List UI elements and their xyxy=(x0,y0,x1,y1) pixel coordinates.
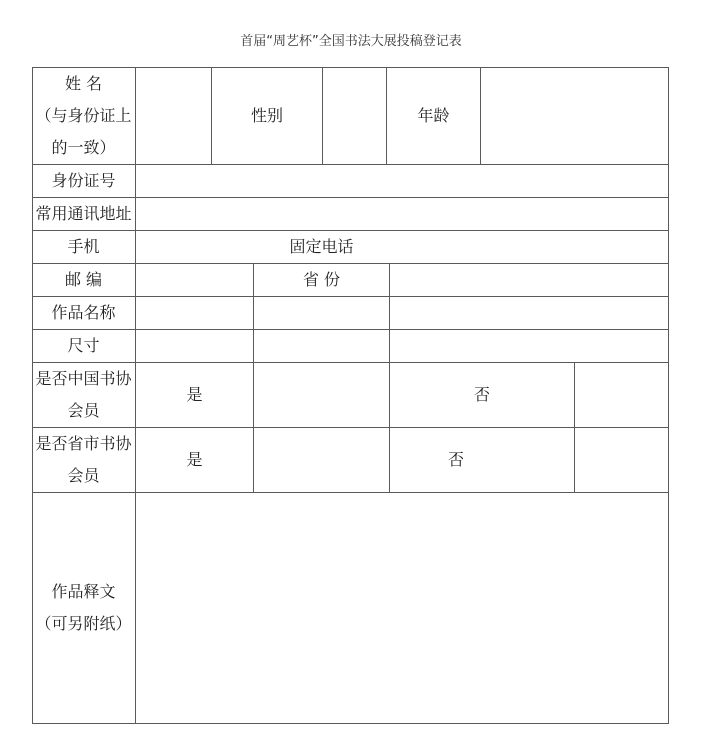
work-text-label: 作品释文 （可另附纸） xyxy=(35,582,132,633)
form-title: 首届“周艺杯”全国书法大展投稿登记表 xyxy=(240,34,462,49)
provincial-member-yes-box[interactable] xyxy=(254,428,389,492)
province-input[interactable] xyxy=(390,264,668,296)
name-input[interactable] xyxy=(136,68,211,164)
postcode-label: 邮 编 xyxy=(64,270,103,289)
address-input[interactable] xyxy=(136,198,668,230)
age-label: 年龄 xyxy=(417,105,450,125)
national-member-yes-label: 是 xyxy=(186,385,203,404)
postcode-input[interactable] xyxy=(136,264,253,296)
address-label: 常用通讯地址 xyxy=(35,204,132,223)
mobile-label: 手机 xyxy=(67,237,100,256)
provincial-member-label: 是否省市书协 会员 xyxy=(35,434,132,485)
landline-input[interactable] xyxy=(390,231,668,263)
national-member-no-label: 否 xyxy=(473,385,490,404)
gender-input[interactable] xyxy=(323,68,386,164)
gender-label: 性别 xyxy=(250,105,283,125)
landline-label: 固定电话 xyxy=(289,237,354,256)
provincial-member-no-box[interactable] xyxy=(575,428,668,492)
work-text-input[interactable] xyxy=(136,493,668,723)
size-input[interactable] xyxy=(136,330,668,362)
mobile-input[interactable] xyxy=(136,231,253,263)
age-input[interactable] xyxy=(481,68,668,164)
grid-line xyxy=(32,723,669,724)
provincial-member-yes-label: 是 xyxy=(186,450,203,469)
size-label: 尺寸 xyxy=(67,336,100,355)
provincial-member-no-label: 否 xyxy=(447,450,464,469)
national-member-yes-box[interactable] xyxy=(254,363,389,427)
name-label: 姓 名 （与身份证上 的一致） xyxy=(35,73,132,157)
id-number-label: 身份证号 xyxy=(51,171,116,190)
national-member-label: 是否中国书协 会员 xyxy=(35,369,132,420)
id-number-input[interactable] xyxy=(136,165,668,197)
province-label: 省 份 xyxy=(302,270,341,289)
national-member-no-box[interactable] xyxy=(575,363,668,427)
work-name-input[interactable] xyxy=(136,297,668,329)
work-name-label: 作品名称 xyxy=(51,303,116,322)
grid-line xyxy=(668,67,669,724)
registration-form xyxy=(32,67,668,724)
